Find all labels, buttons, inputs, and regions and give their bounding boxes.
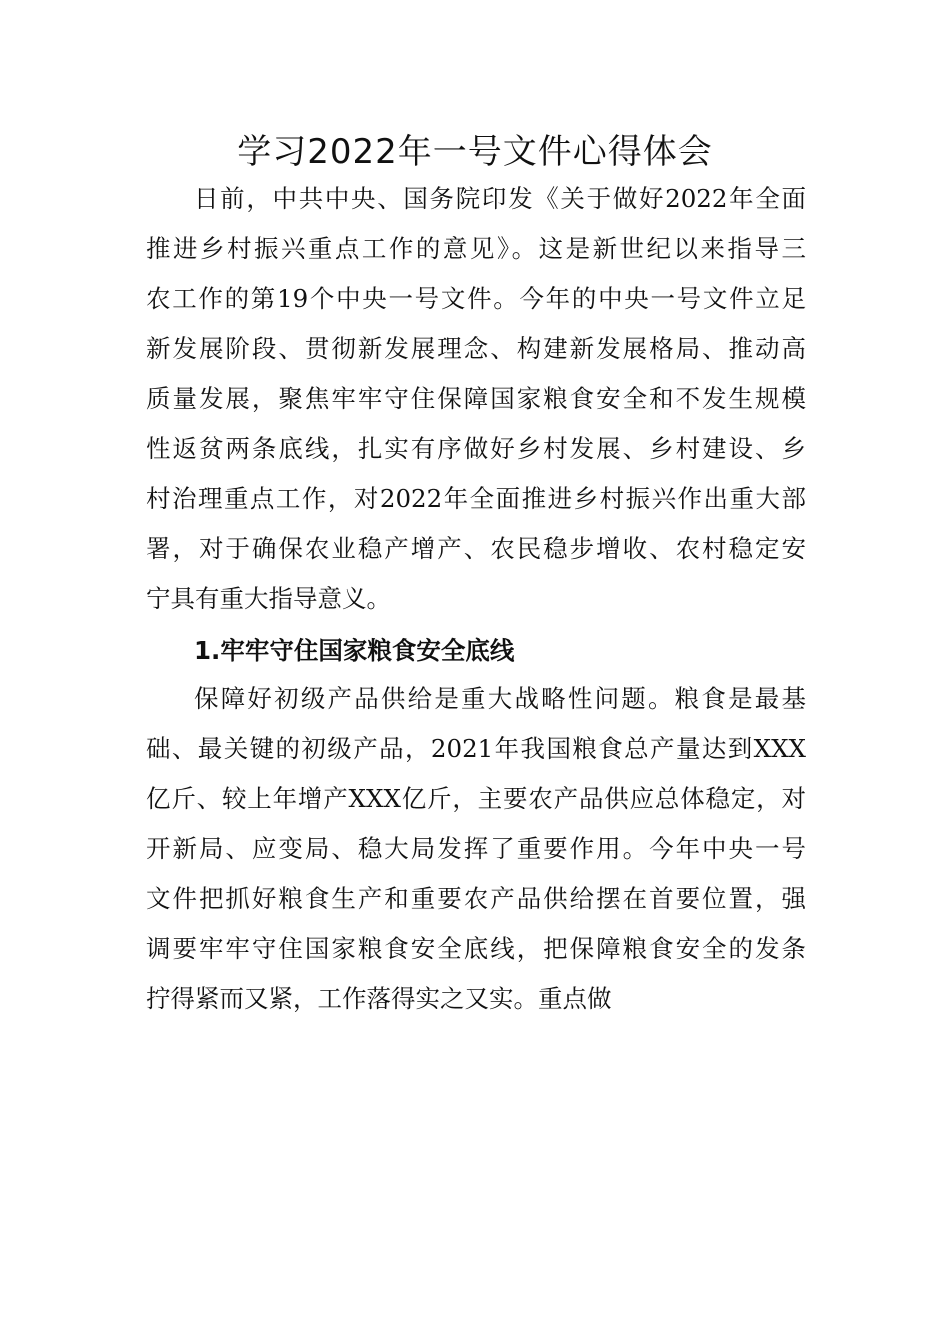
paragraph-line: 日前，中共中央、国务院印发《关于做好2022年全面 — [194, 184, 806, 213]
paragraph-line: 础、最关键的初级产品，2021年我国粮食总产量达到XXX — [146, 734, 806, 763]
paragraph-line: 农工作的第19个中央一号文件。今年的中央一号文件立足 — [146, 284, 806, 313]
paragraph-line: 新发展阶段、贯彻新发展理念、构建新发展格局、推动高 — [146, 334, 806, 363]
paragraph-line: 文件把抓好粮食生产和重要农产品供给摆在首要位置，强 — [146, 884, 806, 913]
paragraph-line: 宁具有重大指导意义。 — [146, 584, 391, 613]
paragraph-line: 开新局、应变局、稳大局发挥了重要作用。今年中央一号 — [146, 834, 806, 863]
paragraph-line: 性返贫两条底线，扎实有序做好乡村发展、乡村建设、乡 — [146, 434, 806, 463]
paragraph-line: 亿斤、较上年增产XXX亿斤，主要农产品供应总体稳定，对 — [146, 784, 806, 813]
paragraph-line: 村治理重点工作，对2022年全面推进乡村振兴作出重大部 — [146, 484, 806, 513]
paragraph-line: 拧得紧而又紧，工作落得实之又实。重点做 — [146, 984, 612, 1013]
paragraph-line: 保障好初级产品供给是重大战略性问题。粮食是最基 — [194, 684, 806, 713]
paragraph-line: 调要牢牢守住国家粮食安全底线，把保障粮食安全的发条 — [146, 934, 806, 963]
section-heading: 1.牢牢守住国家粮食安全底线 — [194, 636, 515, 665]
document-title: 学习2022年一号文件心得体会 — [237, 132, 713, 172]
paragraph-line: 质量发展，聚焦牢牢守住保障国家粮食安全和不发生规模 — [146, 384, 806, 413]
paragraph-line: 署，对于确保农业稳产增产、农民稳步增收、农村稳定安 — [146, 534, 806, 563]
paragraph-line: 推进乡村振兴重点工作的意见》。这是新世纪以来指导三 — [146, 234, 806, 263]
